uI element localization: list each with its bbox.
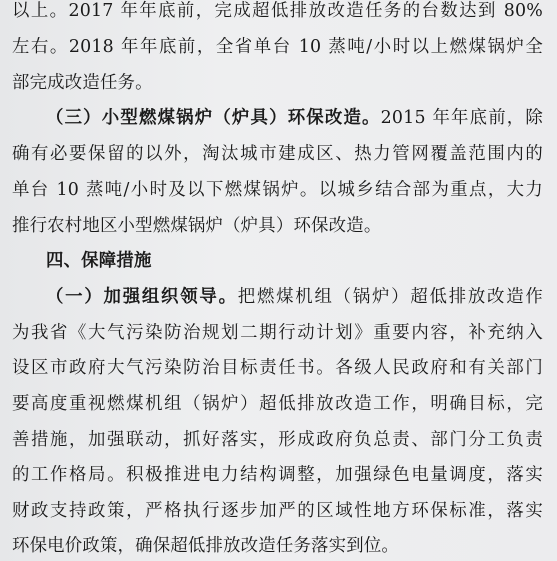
text-line-content: 财政支持政策，严格执行逐步加严的区域性地方环保标准，落实 (12, 501, 543, 521)
text-line (12, 496, 543, 526)
text-line-content: 设区市政府大气污染防治目标责任书。各级人民政府和有关部门 (12, 358, 543, 378)
text-line (12, 353, 543, 383)
text-line (12, 0, 543, 26)
text-line-content: 把燃煤机组（锅炉）超低排放改造作 (237, 287, 543, 307)
text-line (12, 211, 543, 241)
text-line-content: 以上。2017 年年底前，完成超低排放改造任务的台数达到 80% (12, 1, 543, 21)
text-line-content: 的工作格局。积极推进电力结构调整，加强绿色电量调度，落实 (12, 465, 543, 485)
text-line-content: 确有必要保留的以外，淘汰城市建成区、热力管网覆盖范围内的 (12, 144, 543, 164)
text-line (12, 460, 543, 490)
section-heading-line (46, 282, 543, 312)
text-line-content: 推行农村地区小型燃煤锅炉（炉具）环保改造。 (12, 216, 382, 236)
text-line-content: 2015 年年底前，除 (380, 108, 543, 128)
chapter-heading-text: 四、保障措施 (46, 251, 152, 271)
text-line-content: 环保电价政策，确保超低排放改造任务落实到位。 (12, 536, 399, 556)
text-line (12, 531, 543, 561)
text-line-content: 要高度重视燃煤机组（锅炉）超低排放改造工作，明确目标，完 (12, 394, 543, 414)
text-line-content: 善措施，加强联动，抓好落实，形成政府负总责、部门分工负责 (12, 430, 543, 450)
text-line (12, 425, 543, 455)
text-line-content: 部完成改造任务。 (12, 73, 153, 93)
section-heading: （一）加强组织领导。 (46, 287, 238, 307)
text-line (12, 175, 543, 205)
text-line-content: 左右。2018 年年底前，全省单台 10 蒸吨/小时以上燃煤锅炉全 (12, 37, 543, 57)
text-line (12, 389, 543, 419)
text-line (12, 139, 543, 169)
text-line (12, 32, 543, 62)
text-line-content: 为我省《大气污染防治规划二期行动计划》重要内容，补充纳入 (12, 323, 543, 343)
text-line (12, 68, 543, 98)
chapter-heading (46, 246, 543, 276)
section-heading-line (46, 103, 543, 133)
section-heading: （三）小型燃煤锅炉（炉具）环保改造。 (46, 108, 381, 128)
text-line-content: 单台 10 蒸吨/小时及以下燃煤锅炉。以城乡结合部为重点，大力 (12, 180, 543, 200)
text-line (12, 318, 543, 348)
